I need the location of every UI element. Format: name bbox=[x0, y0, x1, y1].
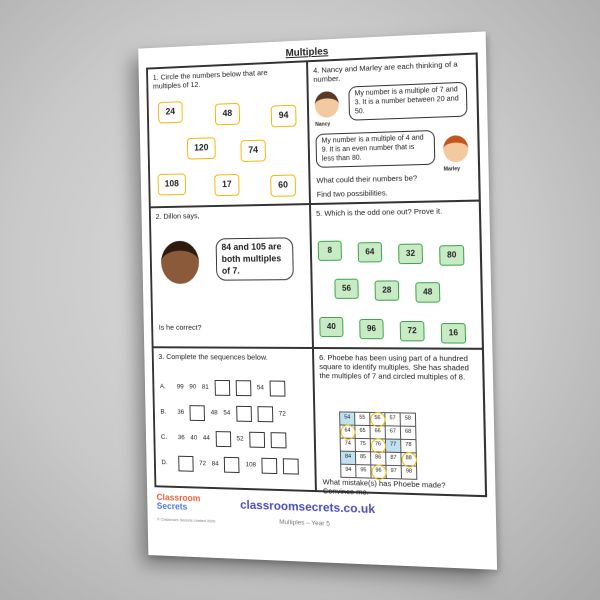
answer-box[interactable] bbox=[257, 406, 273, 422]
marley-speech-bubble: My number is a multiple of 4 and 9. It is an even number that is less than 80. bbox=[315, 130, 435, 168]
sequence-number: 90 bbox=[189, 383, 197, 391]
grid-cell: 75 bbox=[355, 438, 370, 451]
grid-cell: 76 bbox=[370, 438, 385, 451]
question-6-text: 6. Phoebe has been using part of a hundred square to identify multiples. She has shaded the multiples of 7 and circled multiples of 8. bbox=[319, 352, 469, 382]
grid-cell: 85 bbox=[355, 451, 370, 464]
question-5-text: 5. Which is the odd one out? Prove it. bbox=[316, 206, 443, 219]
sequence-number: 36 bbox=[177, 433, 185, 441]
grid-cell: 95 bbox=[356, 464, 371, 478]
copyright-text: © Classroom Secrets Limited 2020 bbox=[156, 516, 216, 524]
sequence-number: 44 bbox=[202, 434, 210, 442]
dillon-speech-bubble: 84 and 105 are both multiples of 7. bbox=[216, 238, 294, 281]
answer-box[interactable] bbox=[235, 380, 251, 396]
answer-box[interactable] bbox=[269, 380, 285, 396]
classroom-secrets-logo bbox=[156, 493, 200, 512]
number-box: 8 bbox=[318, 241, 342, 261]
number-box: 72 bbox=[400, 321, 425, 341]
sequence-row bbox=[160, 404, 286, 422]
hundred-square bbox=[339, 411, 417, 479]
number-box: 60 bbox=[270, 174, 296, 196]
sequence-label: D. bbox=[161, 458, 168, 466]
number-box: 24 bbox=[158, 101, 183, 123]
number-box: 16 bbox=[441, 323, 466, 344]
grid-cell: 98 bbox=[401, 465, 417, 479]
grid-cell: 66 bbox=[370, 425, 385, 438]
sequence-row bbox=[160, 379, 286, 396]
question-3-text: 3. Complete the sequences below. bbox=[158, 351, 268, 362]
number-box: 48 bbox=[415, 282, 440, 303]
number-box: 80 bbox=[439, 245, 464, 266]
question-6 bbox=[313, 348, 486, 497]
grid-cell: 97 bbox=[386, 465, 402, 479]
sequence-label: A. bbox=[159, 382, 166, 390]
grid-cell: 57 bbox=[385, 412, 401, 425]
question-grid bbox=[146, 52, 487, 497]
dillon-avatar bbox=[161, 241, 200, 284]
number-box: 40 bbox=[319, 317, 343, 337]
answer-box[interactable] bbox=[283, 458, 299, 474]
number-box: 28 bbox=[375, 281, 400, 301]
grid-cell: 58 bbox=[400, 413, 416, 426]
grid-cell: 67 bbox=[385, 425, 401, 438]
sequence-number: 72 bbox=[199, 459, 207, 467]
number-box: 32 bbox=[398, 244, 423, 265]
question-1 bbox=[147, 61, 310, 207]
sequence-number: 99 bbox=[176, 383, 184, 390]
nancy-avatar bbox=[315, 91, 339, 118]
answer-box[interactable] bbox=[215, 431, 231, 447]
grid-cell: 74 bbox=[340, 438, 355, 451]
number-box: 56 bbox=[334, 279, 358, 299]
website-url: classroomsecrets.co.uk bbox=[239, 497, 376, 517]
grid-cell: 68 bbox=[400, 426, 416, 440]
answer-box[interactable] bbox=[178, 455, 193, 471]
grid-cell: 78 bbox=[401, 439, 417, 453]
question-6-prompt: What mistake(s) has Phoebe made? Convince me. bbox=[322, 476, 446, 497]
sequence-number: 81 bbox=[201, 383, 209, 391]
grid-cell: 86 bbox=[371, 451, 386, 465]
grid-cell: 65 bbox=[355, 425, 370, 438]
answer-box[interactable] bbox=[262, 457, 278, 473]
grid-cell: 77 bbox=[385, 439, 401, 453]
worksheet-title: Multiples bbox=[285, 46, 329, 60]
answer-box[interactable] bbox=[249, 431, 265, 447]
sequence-number: 108 bbox=[245, 460, 257, 469]
worksheet-subtitle: Multiples – Year 5 bbox=[279, 518, 330, 528]
grid-cell: 54 bbox=[340, 412, 355, 425]
question-4-prompt-2: Find two possibilities. bbox=[316, 188, 388, 199]
grid-cell: 87 bbox=[386, 452, 402, 466]
question-3 bbox=[153, 347, 316, 491]
number-box: 94 bbox=[271, 105, 297, 128]
sequence-number: 48 bbox=[210, 408, 218, 416]
sequence-row bbox=[161, 455, 299, 474]
answer-box[interactable] bbox=[224, 457, 240, 473]
question-4-text: 4. Nancy and Marley are each thinking of a number. bbox=[313, 59, 458, 85]
sequence-row bbox=[161, 430, 287, 448]
question-2-text: 2. Dillon says, bbox=[155, 211, 200, 222]
sequence-number: 40 bbox=[190, 434, 198, 442]
question-2-prompt: Is he correct? bbox=[158, 323, 202, 333]
grid-cell: 84 bbox=[340, 451, 355, 464]
footer bbox=[154, 487, 488, 559]
sequence-label: B. bbox=[160, 408, 167, 416]
grid-cell: 56 bbox=[370, 412, 385, 425]
question-2 bbox=[150, 204, 313, 347]
sequence-number: 54 bbox=[256, 383, 264, 391]
sequence-number: 72 bbox=[278, 410, 286, 418]
marley-name: Marley bbox=[443, 166, 461, 173]
question-4-prompt: What could their numbers be? bbox=[316, 173, 418, 185]
grid-cell: 88 bbox=[401, 452, 417, 466]
nancy-name: Nancy bbox=[315, 121, 331, 128]
question-1-text: 1. Circle the numbers below that are multiples of 12. bbox=[152, 68, 268, 92]
nancy-speech-bubble: My number is a multiple of 7 and 3. It is a number between 20 and 50. bbox=[348, 82, 467, 121]
marley-avatar bbox=[443, 135, 468, 162]
sequence-number: 84 bbox=[211, 460, 219, 468]
number-box: 108 bbox=[158, 173, 187, 195]
sequence-number: 36 bbox=[177, 408, 185, 416]
worksheet bbox=[138, 31, 497, 569]
grid-cell: 94 bbox=[341, 464, 356, 477]
grid-cell: 96 bbox=[371, 465, 386, 479]
question-4 bbox=[307, 54, 480, 205]
answer-box[interactable] bbox=[214, 380, 230, 396]
question-5 bbox=[310, 201, 483, 349]
number-box: 74 bbox=[240, 140, 266, 163]
answer-box[interactable] bbox=[236, 405, 252, 421]
sequence-number: 54 bbox=[223, 409, 231, 417]
number-box: 96 bbox=[359, 319, 384, 339]
number-box: 48 bbox=[215, 103, 240, 126]
number-box: 17 bbox=[214, 174, 239, 196]
grid-cell: 64 bbox=[340, 425, 355, 438]
logo-line-1: Classroom bbox=[156, 492, 201, 504]
sequence-label: C. bbox=[160, 433, 168, 441]
number-box: 64 bbox=[358, 242, 383, 262]
sequence-number: 52 bbox=[236, 435, 244, 443]
grid-cell: 55 bbox=[355, 412, 370, 425]
logo-line-2: Secrets bbox=[156, 500, 188, 512]
number-box: 120 bbox=[187, 137, 216, 159]
answer-box[interactable] bbox=[271, 432, 287, 448]
answer-box[interactable] bbox=[190, 405, 205, 421]
